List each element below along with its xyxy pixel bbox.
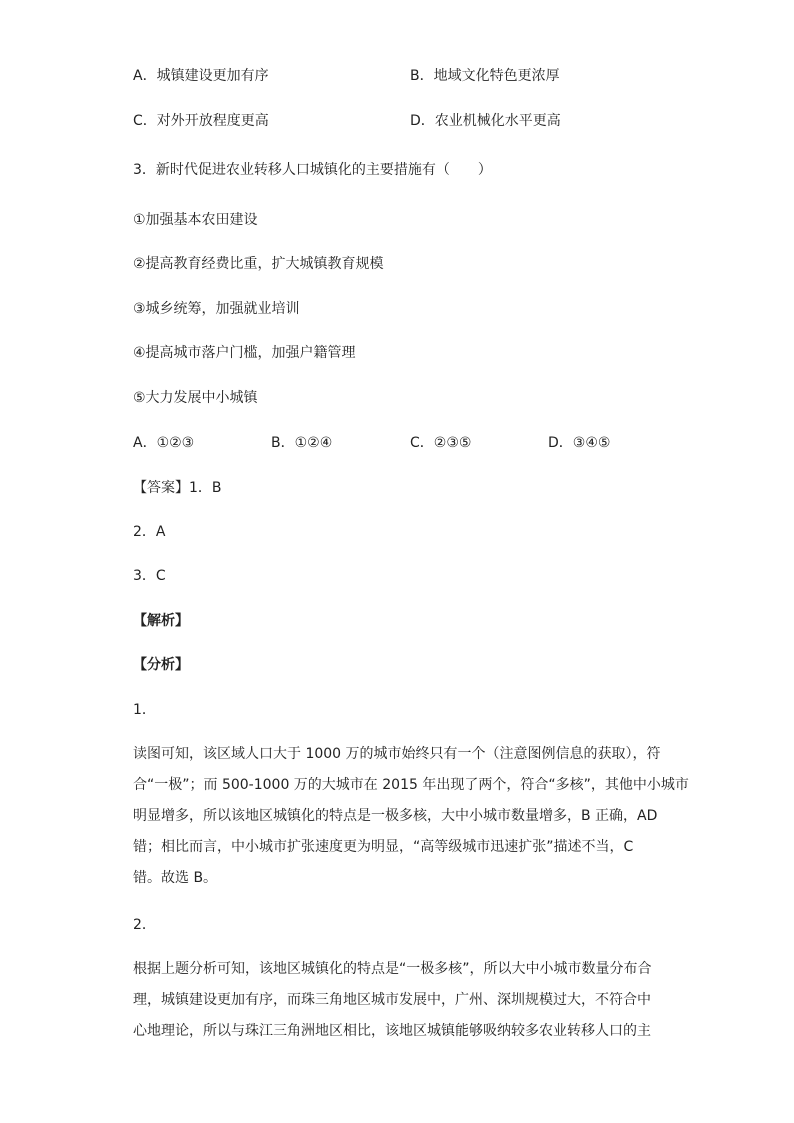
q3-item-5: ⑤大力发展中小城镇 [133, 390, 258, 406]
paragraph-line: 心地理论，所以与珠江三角洲地区相比，该地区城镇能够吸纳较多农业转移人口的主 [133, 1023, 651, 1039]
paragraph-line: 读图可知，该区域人口大于 1000 万的城市始终只有一个（注意图例信息的获取），符 [133, 746, 661, 762]
analysis-heading: 【解析】 [133, 613, 189, 629]
analysis-number-2: 2． [133, 917, 156, 933]
paragraph-line: 明显增多，所以该地区城镇化的特点是一极多核，大中小城市数量增多，B 正确，AD [133, 808, 658, 824]
answer-2: 2．A [133, 524, 166, 540]
q3-option-b: B．①②④ [271, 435, 333, 451]
q3-option-c: C．②③⑤ [410, 435, 472, 451]
q2-option-a: A．城镇建设更加有序 [133, 68, 269, 84]
answer-heading: 【答案】1．B [133, 480, 222, 496]
answer-3: 3．C [133, 568, 166, 584]
paragraph-line: 错。故选 B。 [133, 870, 218, 886]
paragraph-line: 错；相比而言，中小城市扩张速度更为明显，“高等级城市迅速扩张”描述不当，C [133, 839, 634, 855]
q3-stem: 3．新时代促进农业转移人口城镇化的主要措施有（ ） [133, 162, 492, 178]
q2-option-c: C．对外开放程度更高 [133, 113, 269, 129]
q3-item-1: ①加强基本农田建设 [133, 212, 258, 228]
analysis-subheading: 【分析】 [133, 657, 189, 673]
q2-option-d: D．农业机械化水平更高 [410, 113, 561, 129]
q3-item-4: ④提高城市落户门槛，加强户籍管理 [133, 345, 356, 361]
analysis-paragraph-2 [133, 954, 663, 1047]
q2-option-b: B．地域文化特色更浓厚 [410, 68, 560, 84]
q3-item-3: ③城乡统筹，加强就业培训 [133, 301, 300, 317]
q3-option-a: A．①②③ [133, 435, 195, 451]
paragraph-line: 根据上题分析可知，该地区城镇化的特点是“一极多核”，所以大中小城市数量分布合 [133, 961, 652, 977]
analysis-paragraph-1 [133, 739, 689, 894]
q3-item-2: ②提高教育经费比重，扩大城镇教育规模 [133, 256, 384, 272]
paragraph-line: 合“一极”；而 500-1000 万的大城市在 2015 年出现了两个，符合“多核”，其他中小城市 [133, 777, 689, 793]
q3-option-d: D．③④⑤ [548, 435, 611, 451]
analysis-number-1: 1． [133, 702, 156, 718]
paragraph-line: 理，城镇建设更加有序，而珠三角地区城市发展中，广州、深圳规模过大，不符合中 [133, 992, 651, 1008]
